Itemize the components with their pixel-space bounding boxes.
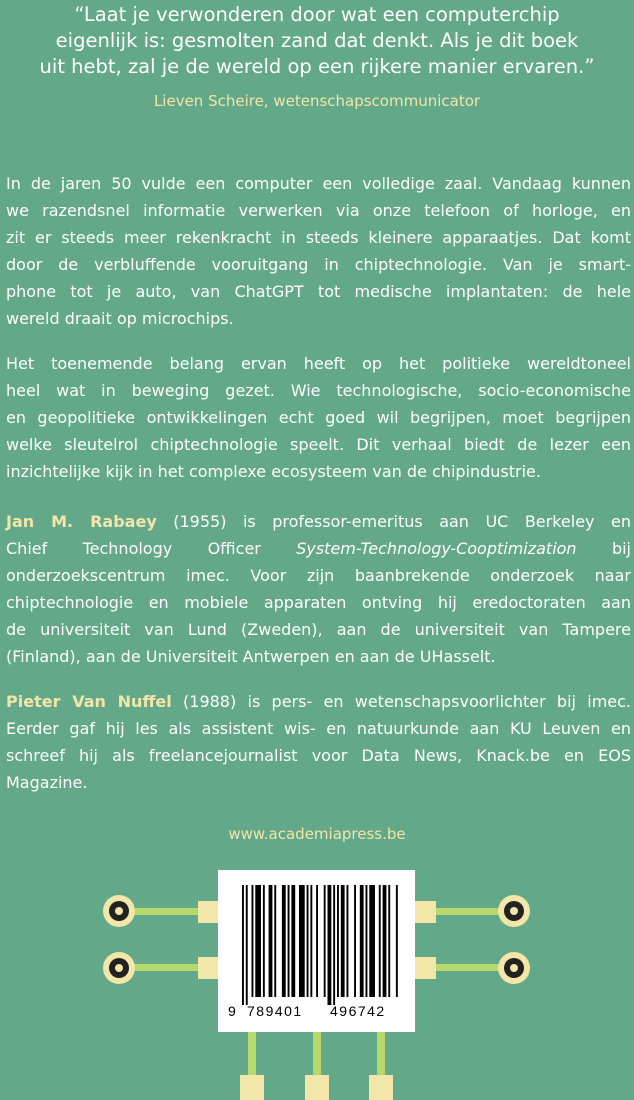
- text-line: chiptechnologie en mobiele apparaten ontving hij eredoctoraten aan: [6, 593, 631, 612]
- text-line: inzichtelijke kijk in het complexe ecosysteem van de chipindustrie.: [6, 462, 541, 481]
- text-line: de universiteit van Lund (Zweden), aan de universiteit van Tampere: [6, 620, 631, 639]
- bottom-pins: [240, 1030, 393, 1100]
- barcode-bar: [388, 885, 390, 997]
- barcode-bar: [379, 885, 381, 997]
- barcode-bar: [282, 885, 286, 997]
- barcode-bar: [316, 885, 318, 997]
- barcode-bar: [242, 885, 244, 1005]
- barcode-bar: [263, 885, 265, 997]
- text-line: door de verbluffende vooruitgang in chiptechnologie. Van je smart-: [6, 255, 631, 274]
- barcode-digits: 496742: [330, 1003, 386, 1019]
- barcode-bar: [354, 885, 356, 997]
- description-paragraph-2: [6, 350, 631, 485]
- barcode-bar: [333, 885, 335, 1005]
- publisher-website: www.academiapress.be: [228, 825, 406, 843]
- text-line: Magazine.: [6, 773, 88, 792]
- text-line: heel wat in beweging gezet. Wie technologische, socio-economische: [6, 381, 631, 400]
- microchip-illustration: [0, 850, 634, 1100]
- text-line: en geopolitieke ontwikkelingen echt goed wil begrijpen, moet begrijpen: [6, 408, 631, 427]
- author-bio-rabaey: Jan M. Rabaey (1955) is professor-emeritus aan UC Berkeley en Chief Technology Officer System-Technology-Cooptimization bij onderzoekscentrum imec. Voor zijn baanbrekende onderzoek naar chiptechnologie en mobiele apparaten ontving hij eredoctoraten aan de universiteit van Lund (Zweden), aan de universiteit van Tampere (Finland), aan de Universiteit Antwerpen en aan de UHasselt.: [6, 508, 631, 670]
- barcode-bar: [383, 885, 387, 997]
- right-pins: [414, 895, 530, 984]
- quote-attribution: Lieven Scheire, wetenschapscommunicator: [153, 92, 481, 110]
- barcode-bar: [310, 885, 312, 997]
- barcode-bar: [369, 885, 375, 997]
- barcode-digit: 9: [228, 1003, 236, 1019]
- barcode-bar: [291, 885, 295, 997]
- barcode-bar: [288, 885, 290, 997]
- text-line: schreef hij als freelancejournalist voor Data News, Knack.be en EOS: [6, 746, 631, 765]
- quote-line: “Laat je verwonderen door wat een computerchip: [74, 3, 560, 26]
- barcode-bar: [299, 885, 305, 997]
- text-line: (Finland), aan de Universiteit Antwerpen en aan de UHasselt.: [6, 647, 496, 666]
- barcode-bar: [347, 885, 349, 997]
- text-line: In de jaren 50 vulde een computer een volledige zaal. Vandaag kunnen: [6, 174, 631, 193]
- text-line: Eerder gaf hij les als assistent wis- en natuurkunde aan KU Leuven en: [6, 719, 631, 738]
- barcode-bar: [366, 885, 368, 997]
- barcode-bar: [396, 885, 398, 997]
- quote-line: eigenlijk is: gesmolten zand dat denkt. Als je dit boek: [55, 29, 579, 52]
- barcode-bar: [269, 885, 273, 997]
- text-line: we razendsnel informatie verwerken via onze telefoon of horloge, en: [6, 201, 631, 220]
- description-paragraph-1: [6, 170, 631, 332]
- barcode-bar: [341, 885, 345, 997]
- text-line: phone tot je auto, van ChatGPT tot medische implantaten: de hele: [6, 282, 631, 301]
- barcode-bar: [255, 885, 261, 997]
- author-name: Jan M. Rabaey: [6, 512, 157, 531]
- author-bio-van-nuffel: Pieter Van Nuffel (1988) is pers- en wetenschapsvoorlichter bij imec. Eerder gaf hij les als assistent wis- en natuurkunde aan KU Leuven en schreef hij als freelancejournalist voor Data News, Knack.be en EOS Magazine.: [6, 688, 631, 796]
- barcode-bar: [274, 885, 276, 997]
- barcode-bar: [252, 885, 254, 997]
- barcode-bar: [337, 885, 339, 997]
- text-line: welke sleutelrol chiptechnologie speelt. Dit verhaal biedt de lezer een: [6, 435, 631, 454]
- barcode-bar: [328, 885, 332, 1005]
- author-name: Pieter Van Nuffel: [6, 692, 172, 711]
- text-line: onderzoekscentrum imec. Voor zijn baanbrekende onderzoek naar: [6, 566, 631, 585]
- text-line: zit er steeds meer rekenkracht in steeds kleinere apparaatjes. Dat komt: [6, 228, 631, 247]
- left-pins: [103, 895, 220, 984]
- barcode-bar: [324, 885, 326, 997]
- barcode-bar: [360, 885, 364, 997]
- quote-line: uit hebt, zal je de wereld op een rijkere manier ervaren.”: [39, 55, 595, 78]
- text-line: Het toenemende belang ervan heeft op het politieke wereldtoneel: [6, 354, 631, 373]
- back-cover-quote: [0, 2, 634, 80]
- barcode-digits: 789401: [247, 1003, 303, 1019]
- barcode-bar: [307, 885, 309, 997]
- text-line: wereld draait op microchips.: [6, 309, 234, 328]
- barcode-bar: [246, 885, 248, 1005]
